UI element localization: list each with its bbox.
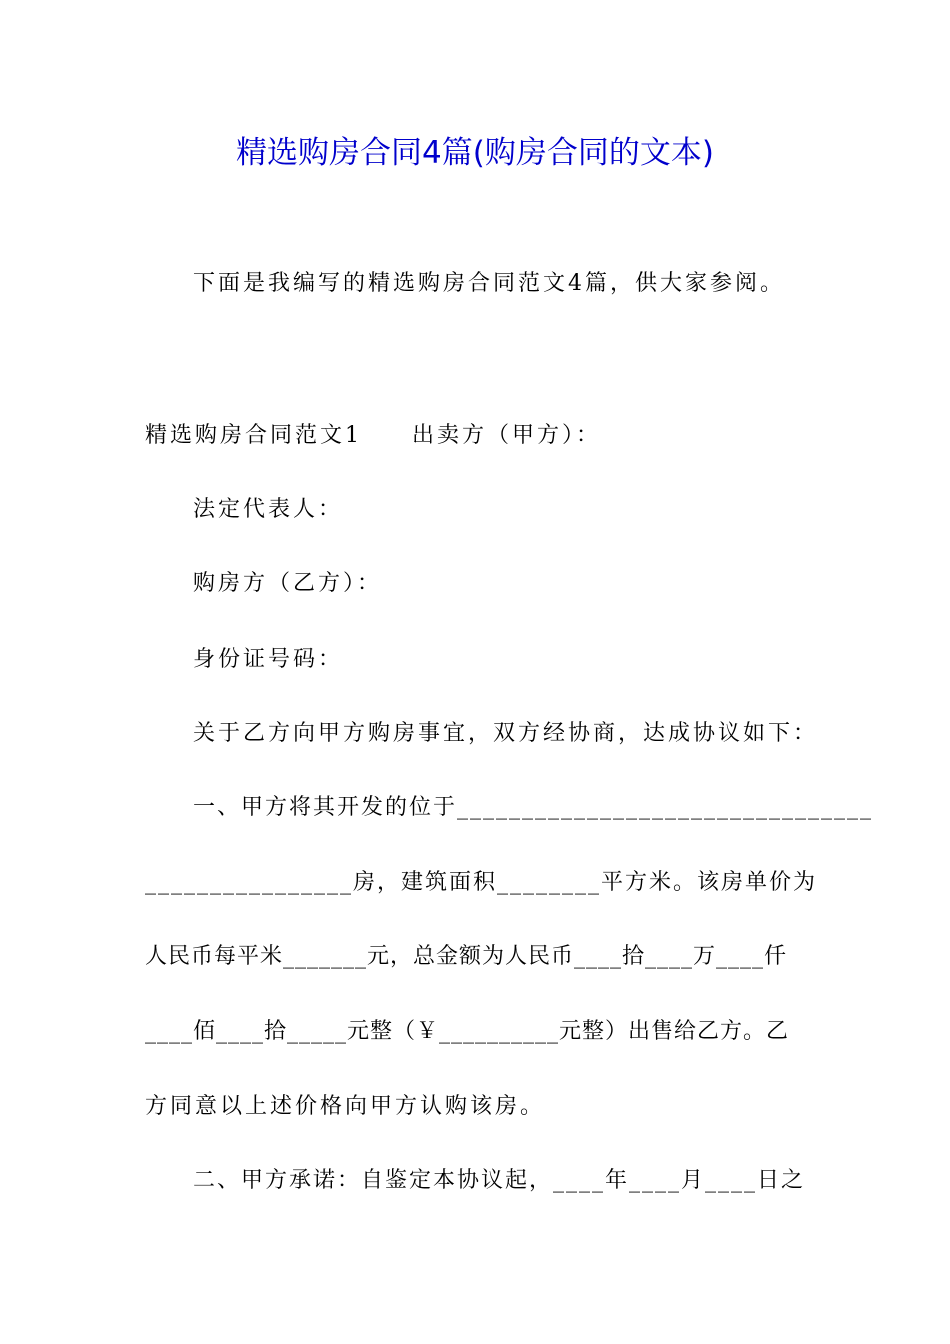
clause-1-line-3: 人民币每平米_______元，总金额为人民币____拾____万____仟 [145,944,788,969]
clause-1-line-4: ____佰____拾_____元整（￥__________元整）出售给乙方。乙 [145,1019,790,1044]
clause-2-line-1: 二、甲方承诺：自鉴定本协议起，____年____月____日之 [193,1168,806,1193]
agreement-intro-line: 关于乙方向甲方购房事宜，双方经协商，达成协议如下： [193,721,819,746]
section-label: 精选购房合同范文1 [145,423,362,448]
legal-representative-line: 法定代表人： [193,497,344,522]
document-title: 精选购房合同4篇(购房合同的文本) [236,135,714,171]
buyer-line: 购房方（乙方）： [193,571,383,596]
clause-1-line-5: 方同意以上述价格向甲方认购该房。 [145,1094,546,1119]
id-number-line: 身份证号码： [193,647,344,672]
intro-paragraph: 下面是我编写的精选购房合同范文4篇，供大家参阅。 [193,271,785,296]
clause-1-line-1: 一、甲方将其开发的位于________________________________ [193,795,874,820]
section-heading-line [145,420,601,452]
clause-1-line-2: ________________房，建筑面积________平方米。该房单价为 [145,870,818,895]
seller-label: 出卖方（甲方）： [412,423,602,448]
